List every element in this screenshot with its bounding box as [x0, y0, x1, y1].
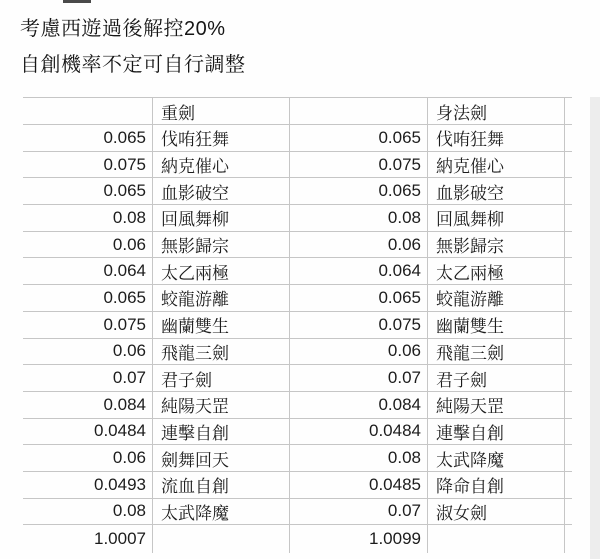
skill-name-cell[interactable]: 連擊自創 — [428, 419, 565, 445]
total-blank-cell-left[interactable] — [153, 525, 290, 553]
probability-cell[interactable]: 0.06 — [23, 232, 153, 258]
table-row — [23, 499, 572, 526]
total-row — [23, 525, 572, 553]
probability-cell[interactable]: 0.0485 — [290, 472, 428, 498]
skill-name-cell[interactable]: 純陽天罡 — [153, 392, 290, 418]
skill-name-cell[interactable]: 蛟龍游離 — [153, 285, 290, 311]
probability-cell[interactable]: 0.08 — [23, 205, 153, 231]
table-row — [23, 365, 572, 392]
header-cell-agility-sword[interactable]: 身法劍 — [428, 98, 565, 124]
grid-overhang — [565, 472, 572, 498]
grid-overhang — [565, 285, 572, 311]
grid-overhang — [565, 258, 572, 284]
probability-cell[interactable]: 0.075 — [290, 152, 428, 178]
probability-cell[interactable]: 0.06 — [290, 339, 428, 365]
skill-name-cell[interactable]: 飛龍三劍 — [428, 339, 565, 365]
probability-cell[interactable]: 0.07 — [290, 365, 428, 391]
skill-name-cell[interactable]: 劍舞回天 — [153, 445, 290, 471]
probability-cell[interactable]: 0.0484 — [290, 419, 428, 445]
sheet-grid — [23, 97, 572, 553]
skill-name-cell[interactable]: 太乙兩極 — [153, 258, 290, 284]
probability-cell[interactable]: 0.06 — [23, 339, 153, 365]
probability-cell[interactable]: 0.064 — [290, 258, 428, 284]
data-rows — [23, 125, 572, 525]
skill-name-cell[interactable]: 血影破空 — [153, 178, 290, 204]
table-row — [23, 232, 572, 259]
probability-cell[interactable]: 0.065 — [23, 285, 153, 311]
header-cell-heavy-sword[interactable]: 重劍 — [153, 98, 290, 124]
probability-cell[interactable]: 0.075 — [23, 312, 153, 338]
table-row — [23, 392, 572, 419]
grid-overhang — [565, 339, 572, 365]
table-row — [23, 312, 572, 339]
note-line-2: 自創機率不定可自行調整 — [20, 54, 246, 76]
skill-name-cell[interactable]: 幽蘭雙生 — [428, 312, 565, 338]
probability-cell[interactable]: 0.065 — [290, 178, 428, 204]
probability-cell[interactable]: 0.084 — [290, 392, 428, 418]
skill-name-cell[interactable]: 納克催心 — [153, 152, 290, 178]
probability-cell[interactable]: 0.065 — [23, 178, 153, 204]
probability-cell[interactable]: 0.0484 — [23, 419, 153, 445]
skill-name-cell[interactable]: 伐哊狂舞 — [153, 125, 290, 151]
total-blank-cell-right[interactable] — [428, 525, 565, 553]
grid-overhang — [565, 445, 572, 471]
skill-name-cell[interactable]: 回風舞柳 — [153, 205, 290, 231]
skill-name-cell[interactable]: 君子劍 — [153, 365, 290, 391]
grid-overhang — [565, 499, 572, 525]
skill-name-cell[interactable]: 無影歸宗 — [428, 232, 565, 258]
total-cell-agility-sword[interactable]: 1.0099 — [290, 525, 428, 553]
skill-name-cell[interactable]: 君子劍 — [428, 365, 565, 391]
table-row — [23, 419, 572, 446]
grid-overhang — [565, 365, 572, 391]
skill-name-cell[interactable]: 幽蘭雙生 — [153, 312, 290, 338]
table-row — [23, 125, 572, 152]
skill-name-cell[interactable]: 太武降魔 — [153, 499, 290, 525]
grid-overhang — [565, 205, 572, 231]
skill-name-cell[interactable]: 連擊自創 — [153, 419, 290, 445]
table-row — [23, 339, 572, 366]
header-cell-blank-right[interactable] — [290, 98, 428, 124]
probability-cell[interactable]: 0.065 — [290, 125, 428, 151]
skill-name-cell[interactable]: 回風舞柳 — [428, 205, 565, 231]
skill-name-cell[interactable]: 無影歸宗 — [153, 232, 290, 258]
probability-cell[interactable]: 0.084 — [23, 392, 153, 418]
probability-cell[interactable]: 0.07 — [290, 499, 428, 525]
grid-overhang — [565, 419, 572, 445]
probability-cell[interactable]: 0.065 — [290, 285, 428, 311]
skill-name-cell[interactable]: 太乙兩極 — [428, 258, 565, 284]
grid-overhang — [565, 232, 572, 258]
header-cell-blank-left[interactable] — [23, 98, 153, 124]
table-row — [23, 445, 572, 472]
skill-name-cell[interactable]: 納克催心 — [428, 152, 565, 178]
skill-name-cell[interactable]: 淑女劍 — [428, 499, 565, 525]
crop-artifact — [63, 0, 91, 3]
grid-overhang — [565, 152, 572, 178]
skill-name-cell[interactable]: 純陽天罡 — [428, 392, 565, 418]
skill-name-cell[interactable]: 伐哊狂舞 — [428, 125, 565, 151]
table-row — [23, 285, 572, 312]
header-row — [23, 98, 572, 125]
probability-cell[interactable]: 0.065 — [23, 125, 153, 151]
table-row — [23, 178, 572, 205]
scrollbar-track[interactable] — [590, 97, 600, 559]
table-row — [23, 205, 572, 232]
grid-overhang — [565, 178, 572, 204]
total-cell-heavy-sword[interactable]: 1.0007 — [23, 525, 153, 553]
grid-overhang — [565, 392, 572, 418]
grid-overhang — [565, 98, 572, 124]
probability-cell[interactable]: 0.06 — [23, 445, 153, 471]
note-line-1: 考慮西遊過後解控20% — [20, 18, 226, 40]
grid-overhang — [565, 312, 572, 338]
skill-name-cell[interactable]: 降命自創 — [428, 472, 565, 498]
skill-name-cell[interactable]: 太武降魔 — [428, 445, 565, 471]
probability-cell[interactable]: 0.0493 — [23, 472, 153, 498]
skill-name-cell[interactable]: 飛龍三劍 — [153, 339, 290, 365]
probability-cell[interactable]: 0.06 — [290, 232, 428, 258]
skill-name-cell[interactable]: 流血自創 — [153, 472, 290, 498]
table-row — [23, 152, 572, 179]
probability-cell[interactable]: 0.064 — [23, 258, 153, 284]
skill-name-cell[interactable]: 血影破空 — [428, 178, 565, 204]
table-row — [23, 472, 572, 499]
probability-cell[interactable]: 0.08 — [290, 445, 428, 471]
probability-cell[interactable]: 0.08 — [23, 499, 153, 525]
table-row — [23, 258, 572, 285]
probability-cell[interactable]: 0.08 — [290, 205, 428, 231]
grid-overhang — [565, 125, 572, 151]
probability-cell[interactable]: 0.075 — [290, 312, 428, 338]
skill-name-cell[interactable]: 蛟龍游離 — [428, 285, 565, 311]
grid-overhang — [565, 525, 572, 553]
note-block — [20, 11, 246, 83]
probability-cell[interactable]: 0.07 — [23, 365, 153, 391]
probability-cell[interactable]: 0.075 — [23, 152, 153, 178]
